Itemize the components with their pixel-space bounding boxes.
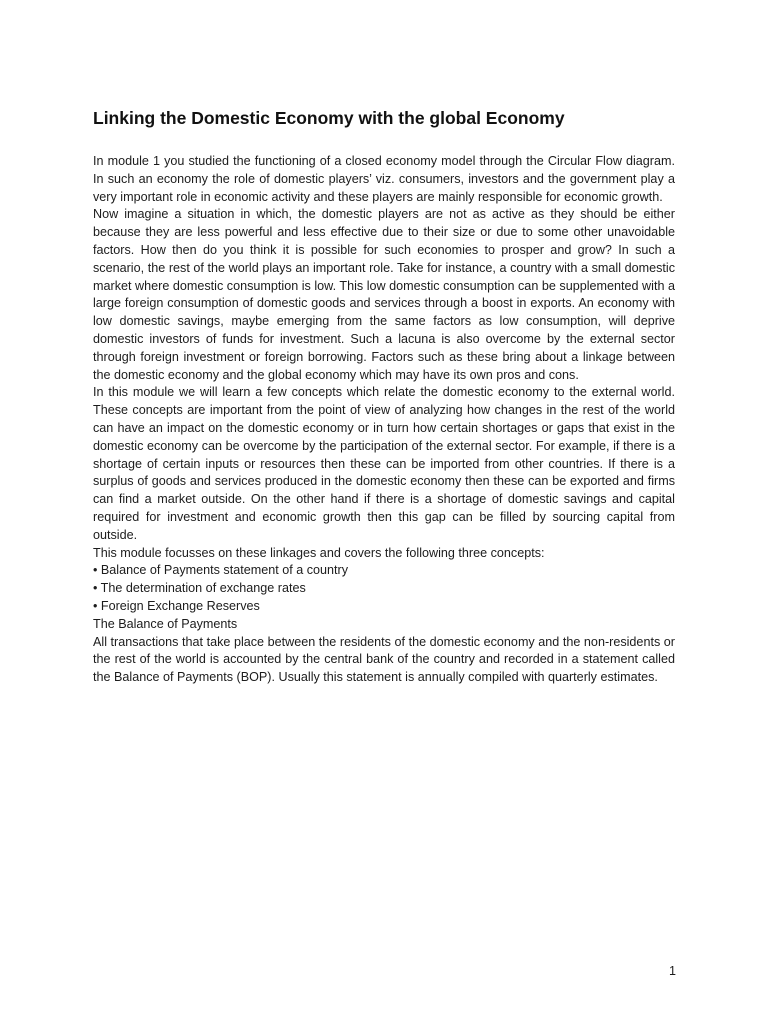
paragraph-linkages: This module focusses on these linkages and covers the following three concepts: xyxy=(93,545,545,560)
section-subheading: The Balance of Payments xyxy=(93,616,238,631)
paragraph-intro: In module 1 you studied the functioning of a closed economy model through the Circular Flow diagram. In such an economy the role of domestic players’ viz. consumers, investors and the government play a very important role in economic activity and these players are mainly responsible for economic growth. xyxy=(93,154,675,204)
paragraph-domestic-players: Now imagine a situation in which, the domestic players are not as active as they should be either because they are less powerful and less effective due to their size or due to some other unavoidable factors. How then do you think it is possible for such economies to prosper and grow? In such a scenario, the rest of the world plays an important role. Take for instance, a country with a small domestic market where domestic consumption is low. This low domestic consumption can be supplemented with a large foreign consumption of domestic goods and services through a boost in exports. An economy with low domestic savings, maybe emerging from the same factors as low consumption, will deprive domestic investors of funds for investment. Such a lacuna is also overcome by the external sector through foreign investment or foreign borrowing. Factors such as these bring about a linkage between the domestic economy and the global economy which may have its own pros and cons. xyxy=(93,207,675,382)
paragraph-bop: All transactions that take place between the residents of the domestic economy and the non-residents or the rest of the world is accounted by the central bank of the country and recorded in a statement called the Balance of Payments (BOP). Usually this statement is annually compiled with quarterly estimates. xyxy=(93,634,675,685)
paragraph-module-concepts: In this module we will learn a few concepts which relate the domestic economy to the external world. These concepts are important from the point of view of analyzing how changes in the rest of the world can have an impact on the domestic economy or in turn how certain shortages or gaps that exist in the domestic economy can be overcome by the participation of the external sector. For example, if there is a shortage of certain inputs or resources then these can be imported from other countries. If there is a surplus of goods and services produced in the domestic economy then these can be exported and firms can find a market outside. On the other hand if there is a shortage of domestic savings and capital required for investment and economic growth then this gap can be filled by sourcing capital from outside. xyxy=(93,385,675,542)
page-number: 1 xyxy=(668,964,676,978)
bullet-item: • Balance of Payments statement of a country xyxy=(93,563,349,578)
bullet-item: • Foreign Exchange Reserves xyxy=(93,598,260,613)
bullet-item: • The determination of exchange rates xyxy=(93,581,306,596)
document-body xyxy=(93,153,675,687)
document-heading: Linking the Domestic Economy with the global Economy xyxy=(93,108,565,128)
